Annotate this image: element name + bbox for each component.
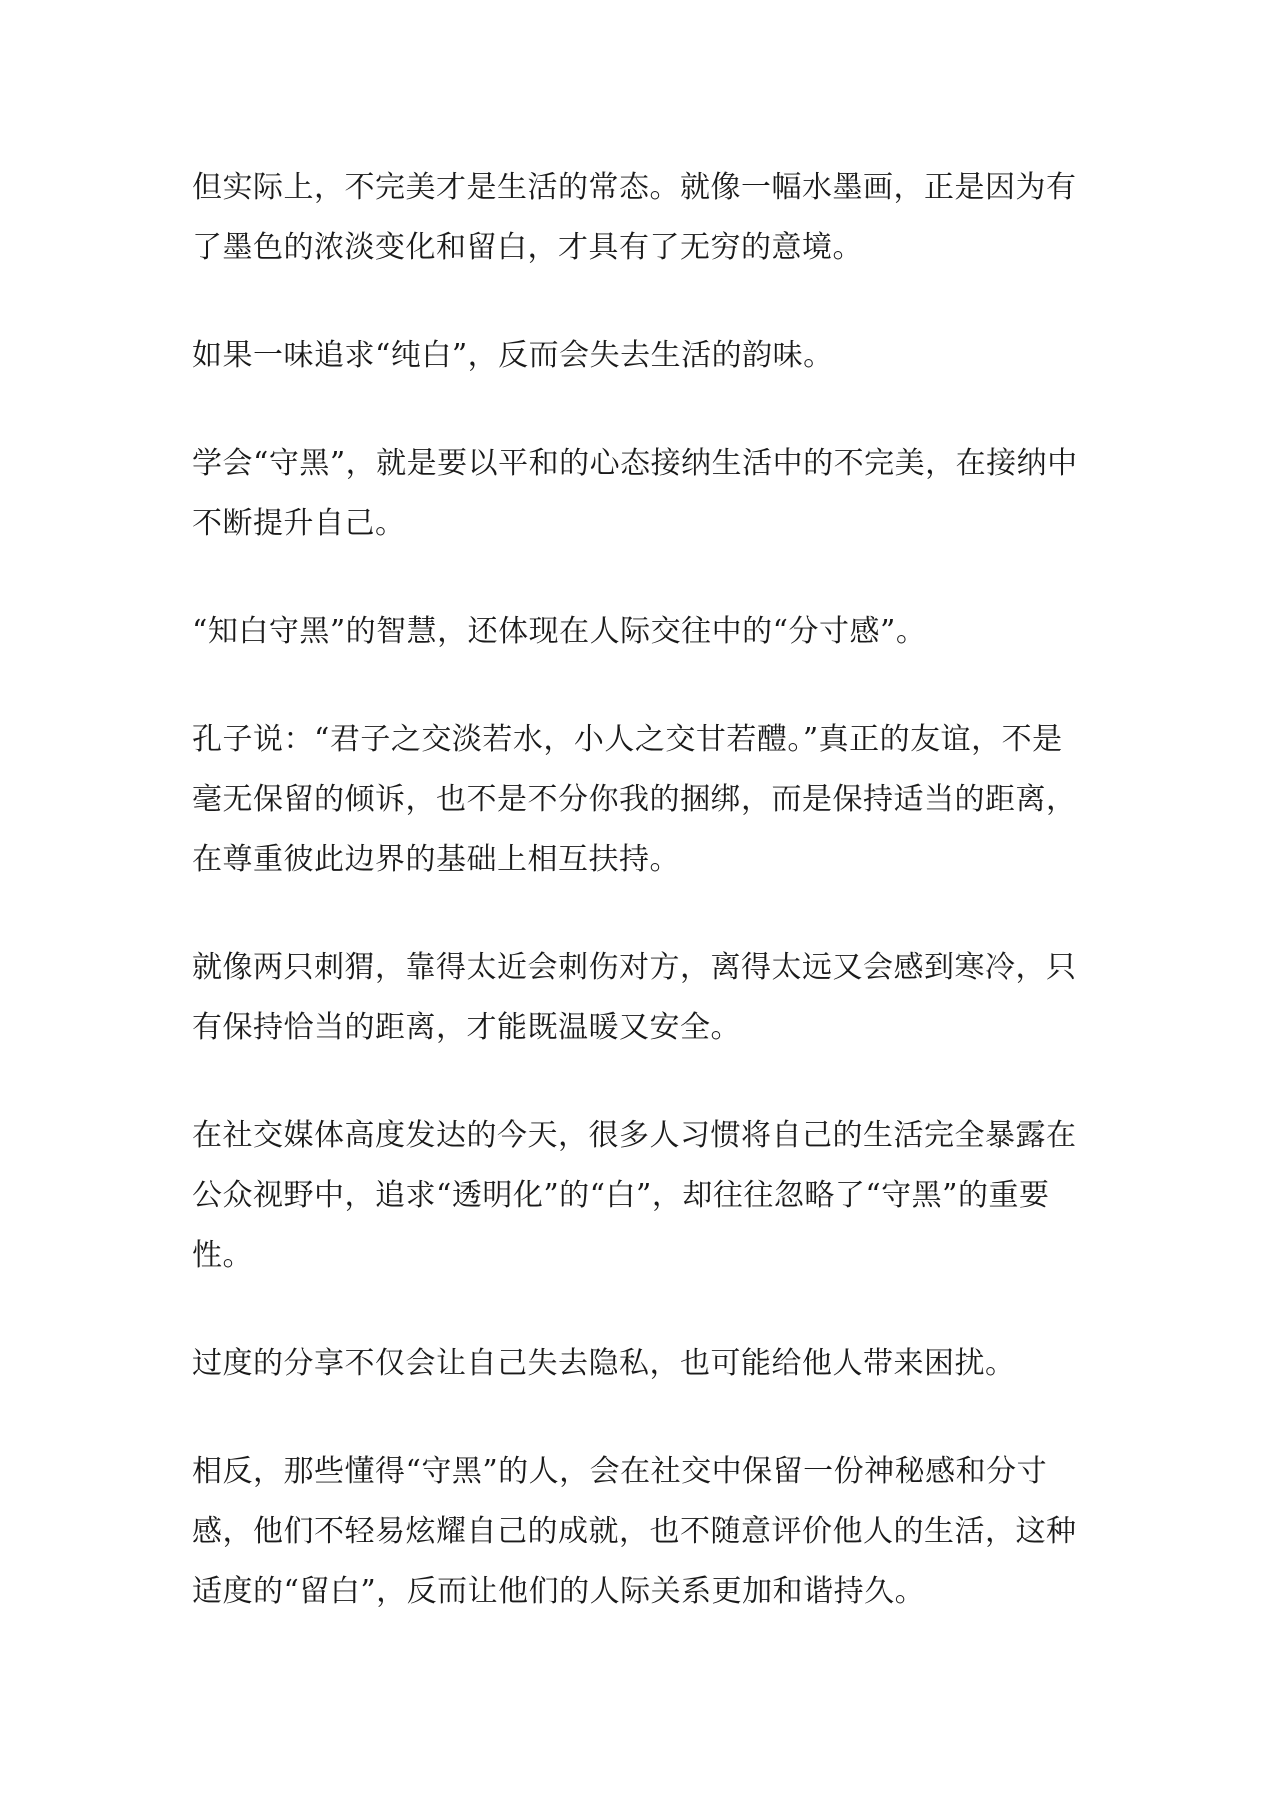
paragraph: 但实际上，不完美才是生活的常态。就像一幅水墨画，正是因为有了墨色的浓淡变化和留白，才具有了无穷的意境。 [192, 170, 1077, 265]
paragraph: 学会“守黑”，就是要以平和的心态接纳生活中的不完美，在接纳中不断提升自己。 [192, 446, 1078, 541]
document-body [192, 158, 1082, 1670]
paragraph: 在社交媒体高度发达的今天，很多人习惯将自己的生活完全暴露在公众视野中，追求“透明化”的“白”，却往往忽略了“守黑”的重要性。 [192, 1118, 1077, 1273]
paragraph: 孔子说：“君子之交淡若水，小人之交甘若醴。”真正的友谊，不是毫无保留的倾诉，也不是不分你我的捆绑，而是保持适当的距离，在尊重彼此边界的基础上相互扶持。 [192, 722, 1077, 877]
paragraph: 相反，那些懂得“守黑”的人，会在社交中保留一份神秘感和分寸感，他们不轻易炫耀自己的成就，也不随意评价他人的生活，这种适度的“留白”，反而让他们的人际关系更加和谐持久。 [192, 1454, 1077, 1609]
paragraph: “知白守黑”的智慧，还体现在人际交往中的“分寸感”。 [192, 614, 927, 649]
paragraph: 过度的分享不仅会让自己失去隐私，也可能给他人带来困扰。 [192, 1346, 1016, 1381]
paragraph: 就像两只刺猬，靠得太近会刺伤对方，离得太远又会感到寒冷，只有保持恰当的距离，才能既温暖又安全。 [192, 950, 1077, 1045]
paragraph: 如果一味追求“纯白”，反而会失去生活的韵味。 [192, 338, 834, 373]
